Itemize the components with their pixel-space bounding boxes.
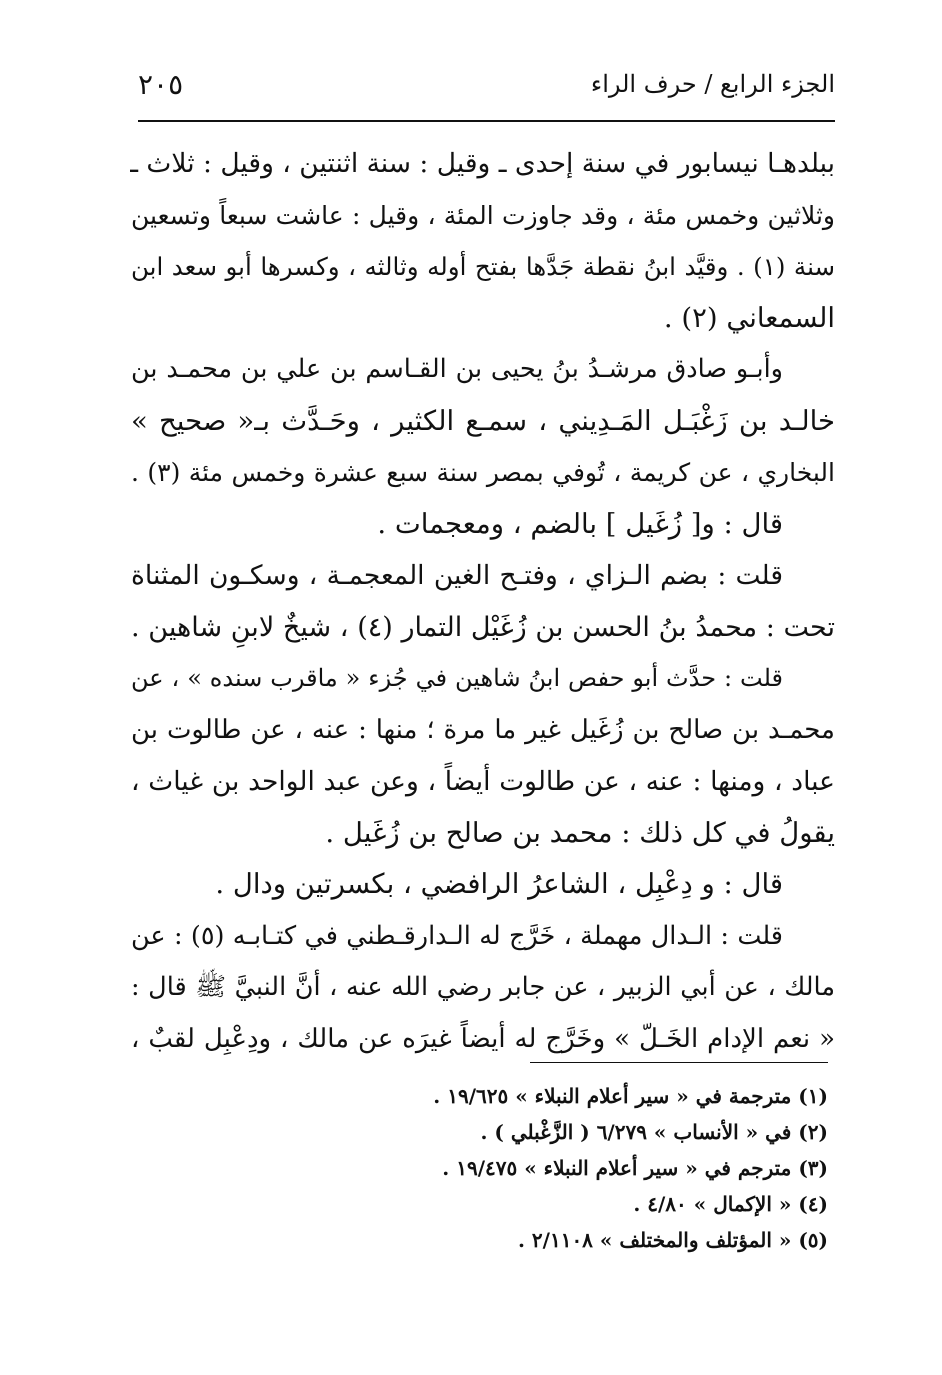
- text-line: وثلاثين وخمس مئة ، وقد جاوزت المئة ، وقيل : عاشت سبعاً وتسعين: [131, 200, 835, 230]
- text-line: وأبـو صادق مرشـدُ بنُ يحيى بن القـاسم بن علي بن محمـد بن: [131, 354, 783, 384]
- footnote: (٥) « المؤتلف والمختلف » ٢/١١٠٨ .: [517, 1228, 828, 1252]
- text-line: سنة (١) . وقيَّد ابنُ نقطة جَدَّها بفتح أوله وثالثه ، وكسرها أبو سعد ابن: [131, 252, 835, 281]
- text-line: قال : و[ زُغَيل ] بالضم ، ومعجمات .: [377, 507, 783, 540]
- footnote: (٣) مترجم في « سير أعلام النبلاء » ١٩/٤٧٥ .: [442, 1156, 828, 1180]
- text-line: السمعاني (٢) .: [663, 301, 835, 334]
- text-line: عباد ، ومنها : عنه ، عن طالوت أيضاً ، وعن عبد الواحد بن غياث ،: [131, 766, 835, 797]
- text-line: قلت : حدَّث أبو حفص ابنُ شاهين في جُزء « ماقرب سنده » ، عن: [131, 664, 783, 692]
- footnote: (٤) « الإكمال » ٤/٨٠ .: [633, 1192, 828, 1216]
- running-head: الجزء الرابع / حرف الراء: [590, 70, 835, 98]
- footnote-rule: [530, 1062, 828, 1063]
- text-line: ببلدهـا نيسابور في سنة إحدى ـ وقيل : سنة اثنتين ، وقيل : ثلاث ـ: [130, 148, 835, 179]
- text-line: خالـد بن زَغْبَـل المَـدِيني ، سمـع الكثير ، وحَـدَّث بـ« صحيح »: [131, 404, 835, 437]
- text-line: تحت : محمدُ بنُ الحسن بن زُغَيْل التمار (٤) ، شيخٌ لابنِ شاهين .: [131, 611, 835, 643]
- text-line: يقولُ في كل ذلك : محمد بن صالح بن زُغَيل .: [325, 816, 835, 849]
- text-line: قلت : بضم الـزاي ، وفتـح الغين المعجمـة ، وسكـون المثناة: [131, 560, 783, 591]
- page-number: ٢٠٥: [138, 68, 184, 101]
- header-rule: [138, 120, 835, 122]
- footnotes: [300, 1078, 828, 1258]
- footnote: (٢) في « الأنساب » ٦/٢٧٩ ( الزَّغْبلي ) .: [480, 1120, 828, 1144]
- text-line: مالك ، عن أبي الزبير ، عن جابر رضي الله عنه ، أنَّ النبيَّ ﷺ قال :: [131, 972, 835, 1002]
- text-line: « نعم الإدام الخَـلّ » وخَرَّج له أيضاً غيرَه عن مالك ، ودِعْبِل لقبٌ ،: [131, 1023, 835, 1054]
- text-line: قال : و دِعْبِل ، الشاعرُ الرافضي ، بكسرتين ودال .: [215, 868, 783, 900]
- text-line: محمـد بن صالح بن زُغَيل غير ما مرة ؛ منها : عنه ، عن طالوت بن: [131, 714, 835, 745]
- body-text: [131, 138, 835, 1065]
- text-line: قلت : الـدال مهملة ، خَرَّج له الـدارقـطني في كتـابـه (٥) : عن: [131, 920, 783, 951]
- page-header: [138, 68, 835, 112]
- text-line: البخاري ، عن كريمة ، تُوفي بمصر سنة سبع عشرة وخمس مئة (٣) .: [131, 458, 835, 487]
- footnote: (١) مترجمة في « سير أعلام النبلاء » ١٩/٦٢٥ .: [433, 1084, 828, 1108]
